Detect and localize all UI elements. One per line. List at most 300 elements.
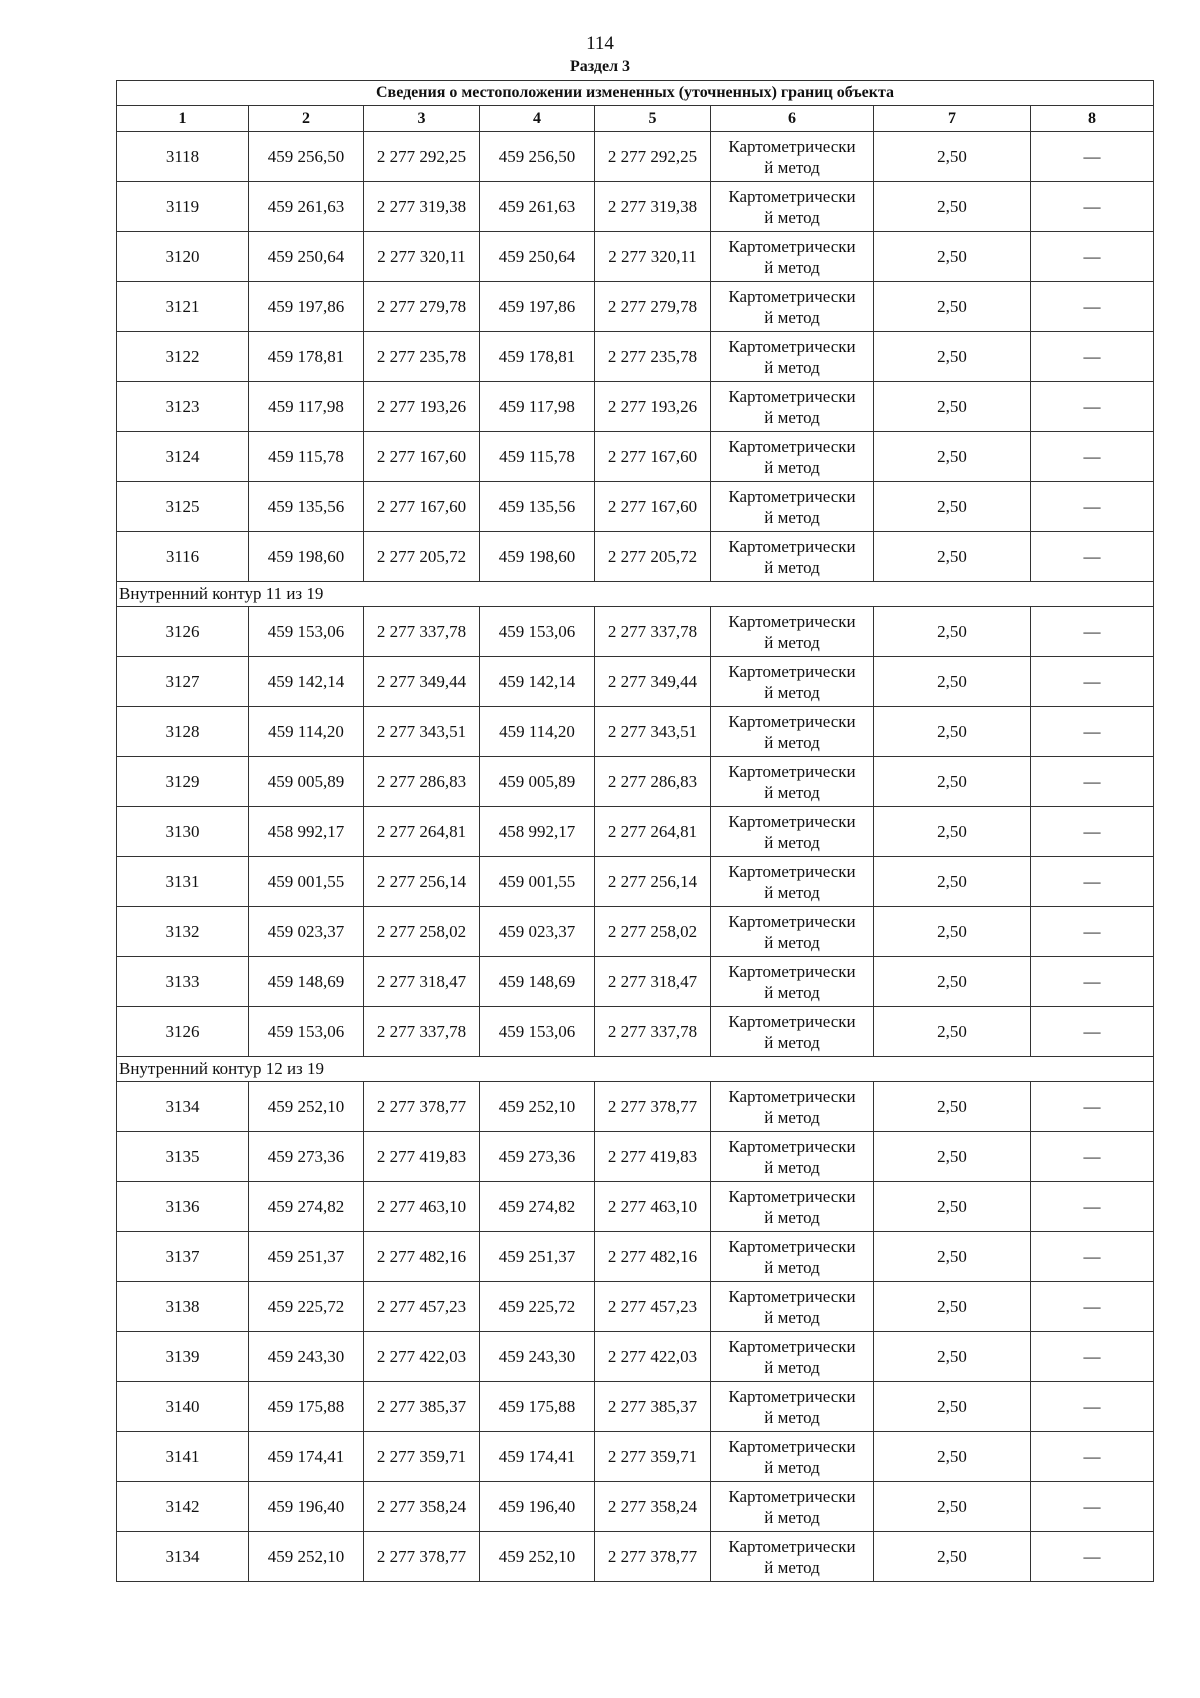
x-old-cell: 459 142,14 xyxy=(249,657,364,707)
table-row xyxy=(117,332,1154,382)
description-cell: — xyxy=(1031,1182,1154,1232)
method-text-line: Картометрически xyxy=(728,811,856,831)
table-row xyxy=(117,707,1154,757)
description-cell: — xyxy=(1031,1082,1154,1132)
table-row xyxy=(117,757,1154,807)
x-old-cell: 459 153,06 xyxy=(249,607,364,657)
description-cell: — xyxy=(1031,1007,1154,1057)
point-number-cell: 3128 xyxy=(117,707,249,757)
method-text-line: Картометрически xyxy=(728,536,856,556)
method-text-line: й метод xyxy=(764,507,820,527)
point-number-cell: 3122 xyxy=(117,332,249,382)
x-old-cell: 459 178,81 xyxy=(249,332,364,382)
method-text-line: Картометрически xyxy=(728,1386,856,1406)
method-text-line: Картометрически xyxy=(728,1286,856,1306)
description-cell: — xyxy=(1031,1482,1154,1532)
x-old-cell: 458 992,17 xyxy=(249,807,364,857)
accuracy-cell: 2,50 xyxy=(874,1282,1031,1332)
description-cell: — xyxy=(1031,532,1154,582)
column-number: 2 xyxy=(249,106,364,132)
x-new-cell: 459 261,63 xyxy=(480,182,595,232)
y-old-cell: 2 277 205,72 xyxy=(364,532,480,582)
method-cell xyxy=(711,532,874,582)
method-cell xyxy=(711,1432,874,1482)
accuracy-cell: 2,50 xyxy=(874,1382,1031,1432)
table-row xyxy=(117,957,1154,1007)
y-new-cell: 2 277 279,78 xyxy=(595,282,711,332)
y-old-cell: 2 277 337,78 xyxy=(364,1007,480,1057)
accuracy-cell: 2,50 xyxy=(874,1332,1031,1382)
x-new-cell: 459 142,14 xyxy=(480,657,595,707)
description-cell: — xyxy=(1031,1332,1154,1382)
y-new-cell: 2 277 318,47 xyxy=(595,957,711,1007)
y-old-cell: 2 277 264,81 xyxy=(364,807,480,857)
point-number-cell: 3135 xyxy=(117,1132,249,1182)
point-number-cell: 3126 xyxy=(117,607,249,657)
method-text-line: Картометрически xyxy=(728,1236,856,1256)
method-text-line: й метод xyxy=(764,307,820,327)
x-new-cell: 459 174,41 xyxy=(480,1432,595,1482)
y-new-cell: 2 277 419,83 xyxy=(595,1132,711,1182)
point-number-cell: 3118 xyxy=(117,132,249,182)
x-new-cell: 459 135,56 xyxy=(480,482,595,532)
accuracy-cell: 2,50 xyxy=(874,1082,1031,1132)
accuracy-cell: 2,50 xyxy=(874,1007,1031,1057)
table-row xyxy=(117,1382,1154,1432)
y-new-cell: 2 277 235,78 xyxy=(595,332,711,382)
method-text-line: й метод xyxy=(764,1357,820,1377)
x-old-cell: 459 135,56 xyxy=(249,482,364,532)
method-cell xyxy=(711,1082,874,1132)
method-cell xyxy=(711,282,874,332)
method-text-line: Картометрически xyxy=(728,1486,856,1506)
method-cell xyxy=(711,657,874,707)
method-text-line: й метод xyxy=(764,932,820,952)
method-text-line: Картометрически xyxy=(728,1011,856,1031)
method-text-line: Картометрически xyxy=(728,1186,856,1206)
x-new-cell: 459 251,37 xyxy=(480,1232,595,1282)
contour-label: Внутренний контур 11 из 19 xyxy=(117,582,1154,607)
method-text-line: й метод xyxy=(764,407,820,427)
accuracy-cell: 2,50 xyxy=(874,857,1031,907)
method-text-line: й метод xyxy=(764,882,820,902)
y-old-cell: 2 277 167,60 xyxy=(364,432,480,482)
y-new-cell: 2 277 205,72 xyxy=(595,532,711,582)
description-cell: — xyxy=(1031,857,1154,907)
point-number-cell: 3123 xyxy=(117,382,249,432)
y-old-cell: 2 277 482,16 xyxy=(364,1232,480,1282)
method-text-line: Картометрически xyxy=(728,911,856,931)
method-text-line: й метод xyxy=(764,782,820,802)
y-new-cell: 2 277 256,14 xyxy=(595,857,711,907)
y-old-cell: 2 277 258,02 xyxy=(364,907,480,957)
point-number-cell: 3124 xyxy=(117,432,249,482)
table-row xyxy=(117,1232,1154,1282)
y-new-cell: 2 277 292,25 xyxy=(595,132,711,182)
y-new-cell: 2 277 264,81 xyxy=(595,807,711,857)
contour-header-row xyxy=(117,1057,1154,1082)
description-cell: — xyxy=(1031,607,1154,657)
table-title-row xyxy=(117,81,1154,106)
y-old-cell: 2 277 235,78 xyxy=(364,332,480,382)
method-cell xyxy=(711,757,874,807)
method-text-line: й метод xyxy=(764,1032,820,1052)
point-number-cell: 3134 xyxy=(117,1082,249,1132)
table-row xyxy=(117,1432,1154,1482)
y-new-cell: 2 277 378,77 xyxy=(595,1082,711,1132)
point-number-cell: 3138 xyxy=(117,1282,249,1332)
description-cell: — xyxy=(1031,957,1154,1007)
point-number-cell: 3119 xyxy=(117,182,249,232)
x-old-cell: 459 261,63 xyxy=(249,182,364,232)
description-cell: — xyxy=(1031,1432,1154,1482)
x-old-cell: 459 225,72 xyxy=(249,1282,364,1332)
column-number: 4 xyxy=(480,106,595,132)
accuracy-cell: 2,50 xyxy=(874,332,1031,382)
method-cell xyxy=(711,807,874,857)
column-number: 8 xyxy=(1031,106,1154,132)
x-new-cell: 459 005,89 xyxy=(480,757,595,807)
method-text-line: й метод xyxy=(764,732,820,752)
x-new-cell: 459 001,55 xyxy=(480,857,595,907)
column-number: 3 xyxy=(364,106,480,132)
y-new-cell: 2 277 286,83 xyxy=(595,757,711,807)
description-cell: — xyxy=(1031,1282,1154,1332)
table-row xyxy=(117,907,1154,957)
table-row xyxy=(117,482,1154,532)
method-text-line: й метод xyxy=(764,1407,820,1427)
table-row xyxy=(117,182,1154,232)
y-new-cell: 2 277 167,60 xyxy=(595,432,711,482)
y-old-cell: 2 277 337,78 xyxy=(364,607,480,657)
y-new-cell: 2 277 359,71 xyxy=(595,1432,711,1482)
x-new-cell: 458 992,17 xyxy=(480,807,595,857)
x-new-cell: 459 153,06 xyxy=(480,607,595,657)
y-new-cell: 2 277 320,11 xyxy=(595,232,711,282)
x-old-cell: 459 196,40 xyxy=(249,1482,364,1532)
contour-label: Внутренний контур 12 из 19 xyxy=(117,1057,1154,1082)
method-text-line: Картометрически xyxy=(728,1136,856,1156)
y-old-cell: 2 277 422,03 xyxy=(364,1332,480,1382)
table-row xyxy=(117,1132,1154,1182)
description-cell: — xyxy=(1031,1232,1154,1282)
x-new-cell: 459 175,88 xyxy=(480,1382,595,1432)
y-old-cell: 2 277 286,83 xyxy=(364,757,480,807)
method-text-line: й метод xyxy=(764,357,820,377)
x-old-cell: 459 115,78 xyxy=(249,432,364,482)
x-new-cell: 459 250,64 xyxy=(480,232,595,282)
y-old-cell: 2 277 378,77 xyxy=(364,1532,480,1582)
accuracy-cell: 2,50 xyxy=(874,1132,1031,1182)
y-new-cell: 2 277 385,37 xyxy=(595,1382,711,1432)
description-cell: — xyxy=(1031,182,1154,232)
x-old-cell: 459 148,69 xyxy=(249,957,364,1007)
x-old-cell: 459 243,30 xyxy=(249,1332,364,1382)
table-row xyxy=(117,282,1154,332)
method-text-line: Картометрически xyxy=(728,236,856,256)
y-old-cell: 2 277 318,47 xyxy=(364,957,480,1007)
column-number: 5 xyxy=(595,106,711,132)
accuracy-cell: 2,50 xyxy=(874,1532,1031,1582)
contour-header-row xyxy=(117,582,1154,607)
point-number-cell: 3137 xyxy=(117,1232,249,1282)
y-old-cell: 2 277 457,23 xyxy=(364,1282,480,1332)
method-text-line: Картометрически xyxy=(728,1086,856,1106)
description-cell: — xyxy=(1031,1532,1154,1582)
method-text-line: й метод xyxy=(764,557,820,577)
y-new-cell: 2 277 482,16 xyxy=(595,1232,711,1282)
point-number-cell: 3121 xyxy=(117,282,249,332)
method-text-line: й метод xyxy=(764,1207,820,1227)
method-text-line: й метод xyxy=(764,832,820,852)
x-new-cell: 459 252,10 xyxy=(480,1082,595,1132)
accuracy-cell: 2,50 xyxy=(874,1432,1031,1482)
x-new-cell: 459 197,86 xyxy=(480,282,595,332)
x-new-cell: 459 273,36 xyxy=(480,1132,595,1182)
point-number-cell: 3142 xyxy=(117,1482,249,1532)
point-number-cell: 3133 xyxy=(117,957,249,1007)
description-cell: — xyxy=(1031,757,1154,807)
accuracy-cell: 2,50 xyxy=(874,132,1031,182)
method-text-line: й метод xyxy=(764,157,820,177)
accuracy-cell: 2,50 xyxy=(874,1182,1031,1232)
accuracy-cell: 2,50 xyxy=(874,232,1031,282)
method-cell xyxy=(711,1482,874,1532)
point-number-cell: 3131 xyxy=(117,857,249,907)
y-old-cell: 2 277 359,71 xyxy=(364,1432,480,1482)
method-text-line: Картометрически xyxy=(728,286,856,306)
coordinates-table xyxy=(116,80,1154,1582)
description-cell: — xyxy=(1031,232,1154,282)
description-cell: — xyxy=(1031,132,1154,182)
method-text-line: Картометрически xyxy=(728,386,856,406)
table-row xyxy=(117,232,1154,282)
accuracy-cell: 2,50 xyxy=(874,1232,1031,1282)
method-text-line: Картометрически xyxy=(728,661,856,681)
x-new-cell: 459 148,69 xyxy=(480,957,595,1007)
x-new-cell: 459 243,30 xyxy=(480,1332,595,1382)
table-row xyxy=(117,607,1154,657)
table-row xyxy=(117,1007,1154,1057)
section-title: Раздел 3 xyxy=(569,58,631,75)
x-old-cell: 459 198,60 xyxy=(249,532,364,582)
method-cell xyxy=(711,232,874,282)
description-cell: — xyxy=(1031,707,1154,757)
method-cell xyxy=(711,607,874,657)
method-cell xyxy=(711,907,874,957)
accuracy-cell: 2,50 xyxy=(874,482,1031,532)
x-old-cell: 459 005,89 xyxy=(249,757,364,807)
method-text-line: Картометрически xyxy=(728,711,856,731)
x-new-cell: 459 225,72 xyxy=(480,1282,595,1332)
accuracy-cell: 2,50 xyxy=(874,182,1031,232)
y-old-cell: 2 277 343,51 xyxy=(364,707,480,757)
method-text-line: й метод xyxy=(764,982,820,1002)
y-old-cell: 2 277 193,26 xyxy=(364,382,480,432)
method-cell xyxy=(711,432,874,482)
method-cell xyxy=(711,382,874,432)
point-number-cell: 3126 xyxy=(117,1007,249,1057)
accuracy-cell: 2,50 xyxy=(874,382,1031,432)
method-text-line: й метод xyxy=(764,1507,820,1527)
method-text-line: й метод xyxy=(764,457,820,477)
method-text-line: й метод xyxy=(764,1107,820,1127)
method-cell xyxy=(711,482,874,532)
y-new-cell: 2 277 343,51 xyxy=(595,707,711,757)
y-new-cell: 2 277 167,60 xyxy=(595,482,711,532)
table-row xyxy=(117,1182,1154,1232)
y-old-cell: 2 277 320,11 xyxy=(364,232,480,282)
description-cell: — xyxy=(1031,282,1154,332)
method-text-line: Картометрически xyxy=(728,1336,856,1356)
table-row xyxy=(117,382,1154,432)
method-cell xyxy=(711,182,874,232)
x-new-cell: 459 178,81 xyxy=(480,332,595,382)
method-cell xyxy=(711,1382,874,1432)
y-old-cell: 2 277 279,78 xyxy=(364,282,480,332)
accuracy-cell: 2,50 xyxy=(874,532,1031,582)
method-text-line: й метод xyxy=(764,257,820,277)
x-new-cell: 459 256,50 xyxy=(480,132,595,182)
method-cell xyxy=(711,1332,874,1382)
table-row xyxy=(117,1282,1154,1332)
x-old-cell: 459 117,98 xyxy=(249,382,364,432)
description-cell: — xyxy=(1031,657,1154,707)
description-cell: — xyxy=(1031,332,1154,382)
x-new-cell: 459 196,40 xyxy=(480,1482,595,1532)
accuracy-cell: 2,50 xyxy=(874,757,1031,807)
x-new-cell: 459 115,78 xyxy=(480,432,595,482)
description-cell: — xyxy=(1031,1132,1154,1182)
accuracy-cell: 2,50 xyxy=(874,282,1031,332)
point-number-cell: 3130 xyxy=(117,807,249,857)
y-new-cell: 2 277 258,02 xyxy=(595,907,711,957)
y-old-cell: 2 277 167,60 xyxy=(364,482,480,532)
y-old-cell: 2 277 419,83 xyxy=(364,1132,480,1182)
x-new-cell: 459 274,82 xyxy=(480,1182,595,1232)
x-old-cell: 459 197,86 xyxy=(249,282,364,332)
method-text-line: й метод xyxy=(764,1457,820,1477)
method-text-line: Картометрически xyxy=(728,861,856,881)
y-old-cell: 2 277 349,44 xyxy=(364,657,480,707)
method-cell xyxy=(711,1007,874,1057)
x-new-cell: 459 023,37 xyxy=(480,907,595,957)
accuracy-cell: 2,50 xyxy=(874,807,1031,857)
table-row xyxy=(117,1532,1154,1582)
x-old-cell: 459 153,06 xyxy=(249,1007,364,1057)
x-old-cell: 459 252,10 xyxy=(249,1082,364,1132)
y-new-cell: 2 277 463,10 xyxy=(595,1182,711,1232)
point-number-cell: 3139 xyxy=(117,1332,249,1382)
x-old-cell: 459 251,37 xyxy=(249,1232,364,1282)
table-row xyxy=(117,1332,1154,1382)
x-new-cell: 459 117,98 xyxy=(480,382,595,432)
method-cell xyxy=(711,1132,874,1182)
y-old-cell: 2 277 292,25 xyxy=(364,132,480,182)
description-cell: — xyxy=(1031,807,1154,857)
method-text-line: й метод xyxy=(764,207,820,227)
accuracy-cell: 2,50 xyxy=(874,1482,1031,1532)
method-cell xyxy=(711,1232,874,1282)
column-number: 1 xyxy=(117,106,249,132)
accuracy-cell: 2,50 xyxy=(874,607,1031,657)
method-cell xyxy=(711,132,874,182)
method-text-line: Картометрически xyxy=(728,436,856,456)
method-text-line: Картометрически xyxy=(728,1436,856,1456)
method-text-line: Картометрически xyxy=(728,761,856,781)
page-number: 114 xyxy=(586,33,614,54)
x-new-cell: 459 153,06 xyxy=(480,1007,595,1057)
column-number-row xyxy=(117,106,1154,132)
point-number-cell: 3136 xyxy=(117,1182,249,1232)
table-title: Сведения о местоположении измененных (уточненных) границ объекта xyxy=(117,81,1154,106)
point-number-cell: 3134 xyxy=(117,1532,249,1582)
table-row xyxy=(117,1082,1154,1132)
x-old-cell: 459 250,64 xyxy=(249,232,364,282)
description-cell: — xyxy=(1031,1382,1154,1432)
method-text-line: Картометрически xyxy=(728,1536,856,1556)
point-number-cell: 3127 xyxy=(117,657,249,707)
point-number-cell: 3141 xyxy=(117,1432,249,1482)
accuracy-cell: 2,50 xyxy=(874,657,1031,707)
y-old-cell: 2 277 378,77 xyxy=(364,1082,480,1132)
point-number-cell: 3140 xyxy=(117,1382,249,1432)
accuracy-cell: 2,50 xyxy=(874,907,1031,957)
y-new-cell: 2 277 337,78 xyxy=(595,1007,711,1057)
method-cell xyxy=(711,957,874,1007)
description-cell: — xyxy=(1031,382,1154,432)
method-text-line: Картометрически xyxy=(728,486,856,506)
x-old-cell: 459 273,36 xyxy=(249,1132,364,1182)
point-number-cell: 3120 xyxy=(117,232,249,282)
method-text-line: Картометрически xyxy=(728,186,856,206)
column-number: 6 xyxy=(711,106,874,132)
accuracy-cell: 2,50 xyxy=(874,957,1031,1007)
x-old-cell: 459 174,41 xyxy=(249,1432,364,1482)
y-old-cell: 2 277 256,14 xyxy=(364,857,480,907)
y-new-cell: 2 277 193,26 xyxy=(595,382,711,432)
y-old-cell: 2 277 463,10 xyxy=(364,1182,480,1232)
accuracy-cell: 2,50 xyxy=(874,707,1031,757)
x-old-cell: 459 252,10 xyxy=(249,1532,364,1582)
method-text-line: й метод xyxy=(764,1157,820,1177)
table-body xyxy=(117,132,1154,1582)
method-text-line: й метод xyxy=(764,632,820,652)
x-new-cell: 459 252,10 xyxy=(480,1532,595,1582)
y-new-cell: 2 277 378,77 xyxy=(595,1532,711,1582)
y-new-cell: 2 277 358,24 xyxy=(595,1482,711,1532)
y-new-cell: 2 277 457,23 xyxy=(595,1282,711,1332)
point-number-cell: 3125 xyxy=(117,482,249,532)
method-cell xyxy=(711,1282,874,1332)
table-row xyxy=(117,857,1154,907)
point-number-cell: 3116 xyxy=(117,532,249,582)
y-new-cell: 2 277 337,78 xyxy=(595,607,711,657)
y-new-cell: 2 277 349,44 xyxy=(595,657,711,707)
x-new-cell: 459 198,60 xyxy=(480,532,595,582)
method-cell xyxy=(711,1182,874,1232)
x-old-cell: 459 023,37 xyxy=(249,907,364,957)
x-new-cell: 459 114,20 xyxy=(480,707,595,757)
y-old-cell: 2 277 385,37 xyxy=(364,1382,480,1432)
method-text-line: Картометрически xyxy=(728,961,856,981)
method-text-line: й метод xyxy=(764,1257,820,1277)
table-row xyxy=(117,1482,1154,1532)
table-row xyxy=(117,132,1154,182)
point-number-cell: 3129 xyxy=(117,757,249,807)
x-old-cell: 459 001,55 xyxy=(249,857,364,907)
x-old-cell: 459 256,50 xyxy=(249,132,364,182)
